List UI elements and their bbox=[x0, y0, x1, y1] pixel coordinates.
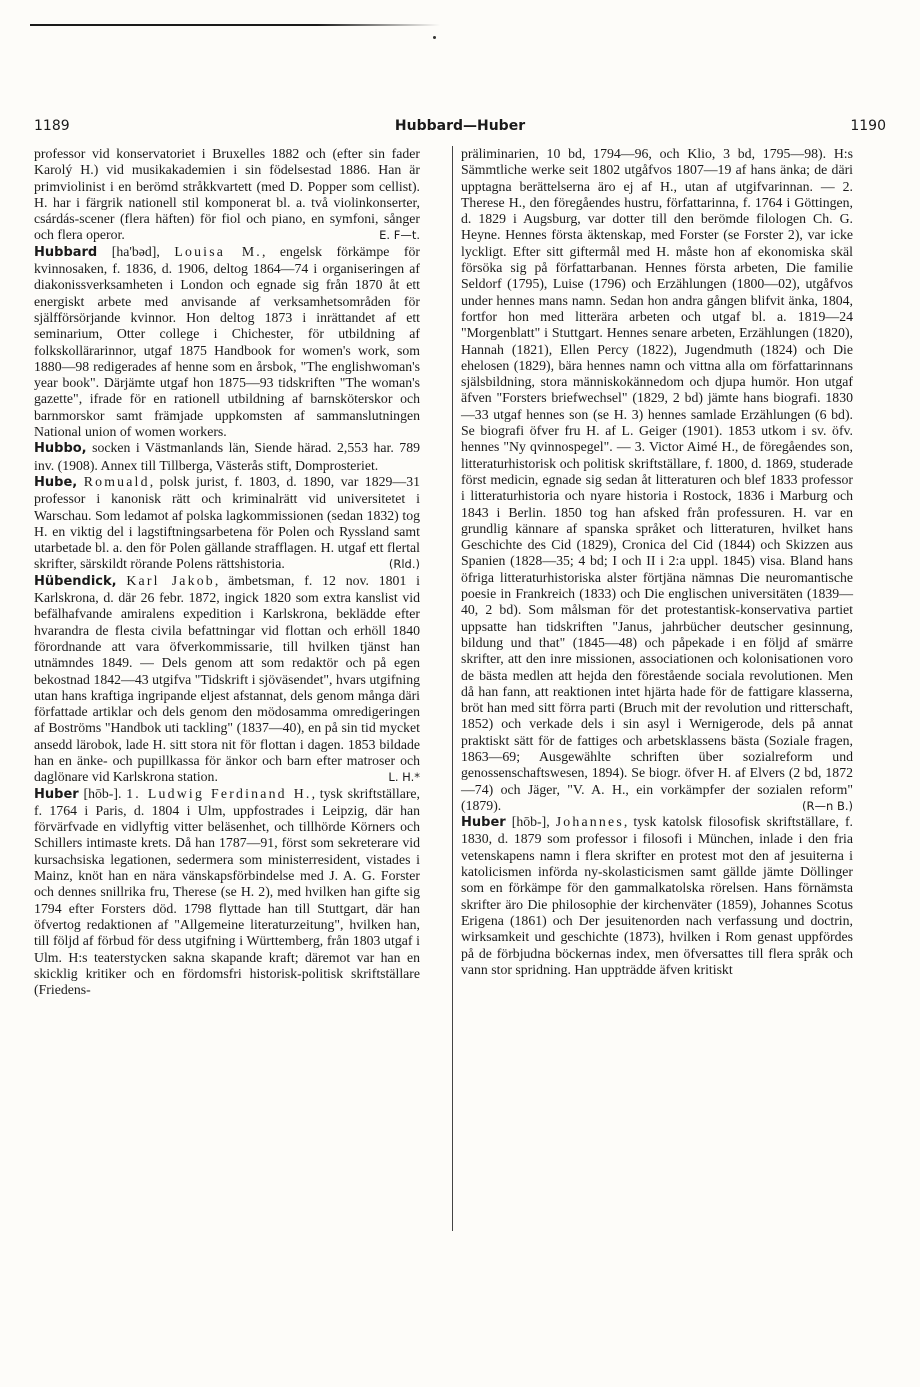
running-title: Hubbard—Huber bbox=[394, 118, 526, 134]
entry-hubendick: Hübendick, Karl Jakob, ämbetsman, f. 12 nov. 1801 i Karlskrona, d. där 26 febr. 1872, ingick 1820 som extra kanslist vid befälhafvande amiralens expedition i Karlskrona, beklädde efter hvarandra de flesta civila befattningar vid flottan och erhöll 1840 förordnande att vara öfverkommissarie, till hvilken tjänst han utnämndes 1849. — Dels genom att som redaktör och på egen bekostnad 1842—43 utgifva "Tidskrift i sjöväsendet", hvars utgifning utan hans kraftiga ingripande eljest afstannat, dels genom många däri författade artiklar och dels genom den mödosamma omredigeringen af Boströms "Handbok uti tackling" (1837—40), en på sin tid mycket ansedd lärobok, lade H. sitt stora nit för flottan i dagen. 1853 bildade han en änke- och pupillkassa för änkor och barn efter matroser och daglönare vid Karlskrona station. L. H.* bbox=[34, 572, 420, 785]
person-name: 1. Ludwig Ferdinand H. bbox=[126, 785, 312, 801]
page-header bbox=[34, 118, 886, 140]
entry-hube: Hube, Romuald, polsk jurist, f. 1803, d. 1890, var 1829—31 professor i kanonisk rätt och kriminalrätt vid universitetet i Warschau. Som ledamot af polska lagkommissionen (sedan 1832) tog H. en viktig del i lagstiftningsarbetena för Polen och Ryssland samt utarbetade bl. a. den för Polen gällande strafflagen. H. utgaf ett flertal skrifter, särskildt rörande Polens rättshistoria. (Rld.) bbox=[34, 473, 420, 572]
person-name: Louisa M. bbox=[174, 243, 262, 259]
ink-speck bbox=[433, 36, 436, 39]
entry-hubbard: Hubbard [ha'bəd], Louisa M., engelsk förkämpe för kvinnosaken, f. 1836, d. 1906, deltog 1864—74 i organiseringen af diakonissverksamheten i London och egnade sig från 1870 åt ett energiskt arbete med anvisande af verksamhetsområden för själfförsörjande kvinnor. Hon deltog 1873 i inrättandet af ett seminarium, Otter college i Chichester, för utbildning af folkskollärarinnor, utgaf 1875 Handbook for women's work, som 1880—98 redigerades af henne som en årsbok, "The englishwoman's year book". Därjämte utgaf hon 1875—93 tidskriften "The woman's gazette", ifrade för en rationell utbildning af barnsköterskor och barnmorskor samt främjade uppkomsten af sammanslutningen National union of women workers. bbox=[34, 243, 420, 440]
pronunciation: [hōb-], bbox=[511, 814, 550, 830]
person-name: Johannes bbox=[555, 814, 624, 830]
page-number-right: 1190 bbox=[850, 118, 886, 134]
author-signature: (R—n B.) bbox=[802, 798, 853, 813]
right-column bbox=[452, 146, 853, 1231]
author-signature: E. F—t. bbox=[379, 228, 420, 243]
author-signature: L. H.* bbox=[388, 770, 420, 785]
headword: Hubbo, bbox=[34, 441, 87, 457]
entry-huber-continued: professor vid konservatoriet i Bruxelles 1882 och (efter sin fader Karolý H.) vid musikakademien i sin födelsestad 1886. Han är primviolinist i en berömd stråkkvartett (med D. Popper som cellist). H. har i färgrik nationell stil komponerat bl. a. två violinkonserter, csárdás-scener (flera häften) för fiol och piano, en symfoni, sånger och flera operor. E. F—t. bbox=[34, 146, 420, 243]
headword: Huber bbox=[461, 815, 506, 831]
person-name: Romuald bbox=[83, 473, 150, 489]
headword: Hübendick, bbox=[34, 573, 117, 589]
entry-hubbo: Hubbo, socken i Västmanlands län, Siende härad. 2,553 har. 789 inv. (1908). Annex till Tillberga, Västerås stift, Domprosteriet. bbox=[34, 440, 420, 473]
page-number-left: 1189 bbox=[34, 118, 70, 134]
headword: Hubbard bbox=[34, 244, 98, 260]
top-border-rule bbox=[30, 24, 440, 26]
headword: Hube, bbox=[34, 474, 78, 490]
pronunciation: [ha'bəd], bbox=[111, 243, 160, 259]
person-name: Karl Jakob bbox=[126, 572, 215, 588]
headword: Huber bbox=[34, 786, 79, 802]
entry-huber-ludwig: Huber [hōb-]. 1. Ludwig Ferdinand H., tysk skriftställare, f. 1764 i Paris, d. 1804 i Ulm, uppfostrades i Leipzig, där han förvärfvade en vidlyftig vitter beläsenhet, och tillhörde Körners och Schillers intimaste krets. Då han 1787—91, först som sekreterare vid kursachsiska legationen, sedermera som ministerresident, vistades i Mainz, knöt han en nära vänskapsförbindelse med J. A. G. Forster och dennes snillrika fru, Therese (se H. 2), med hvilken han gifte sig 1794 efter Forsters död. 1798 flyttade han till Stuttgart, där han öfvertog redaktionen af "Allgemeine literaturzeitung", hvilken han, till följd af förbud för dess utgifning i Württemberg, från 1803 utgaf i Ulm. H:s teaterstycken sakna skapande kraft; däremot var han en skicklig kritiker och en fördomsfri historisk-politisk skriftställare (Friedens- bbox=[34, 785, 421, 998]
pronunciation: [hōb-]. bbox=[83, 785, 122, 801]
entry-huber-ludwig-continued: präliminarien, 10 bd, 1794—96, och Klio, 3 bd, 1795—98). H:s Sämmtliche werke seit 1802 utgåfvos 1807—19 af hans änka; de däri upptagna berättelserna äro ej af H., utan af utgifvarinnan. — 2. Therese H., den föregåendes hustru, författarinna, f. 1764 i Göttingen, d. 1829 i Augsburg, var dotter till den berömde filologen Ch. G. Heyne. Hennes första äktenskap, med Forster (se Forster 2), var icke lyckligt. Efter sitt giftermål med H. måste hon af ekonomiska skäl försöka sig på författarbanan. Hennes första arbeten, Die familie Seldorf (1795), Luise (1796) och Erzählungen (1800—02), utgåfvos under hennes mans namn. Sedan hon andra gången blifvit änka, 1804, fortfor hon med litterära arbeten och utgaf bl. a. 1819—24 "Morgenblatt" i Stuttgart. Hennes senare arbeten, Erzählungen (1820), Hannah (1821), Ellen Percy (1822), Jugendmuth (1824) och Die ehelosen (1829), bära hennes namn och vittna alla om författarinnans själsbildning, stora människokännedom och djupa humör. Hon utgaf äfven "Forsters briefwechsel" (1829, 2 bd) jämte hans biografi. 1830—33 utgaf hennes son (se H. 3) hennes samlade Erzählungen (6 bd). Se biografi öfver fru H. af L. Geiger (1901). 1853 utkom i sv. öfv. hennes "Ny qvinnospegel". — 3. Victor Aimé H., de föregåendes son, litteraturhistorisk och politisk skriftställare, f. 1800, d. 1869, studerade först medicin, egnade sig sedan åt litteraturen och blef 1833 professor i litteraturhistoria och nyare historia i Rostock, 1836 i Marburg och 1843 i Berlin. 1850 tog han afsked från professuren. H. var en grundlig kännare af spanska språket och litteraturen, hvilket hans Geschichte des Cid (1829), Cronica del Cid (1844) och Skizzen aus Spanien (1828—35; 4 bd; I och II i 2:a uppl. 1845) visa. Bland hans öfriga litteraturhistoriska alster förtjäna nämnas Die neuromantische poesie in Frankreich (1833) och Die englischen universitäten (1839—40, 2 bd). Som målsman för det protestantisk-konservativa partiet uppsatte han tidskriften "Janus, jahrbücher deutscher gesinnung, bildung und that" (1845—48) och påpekade i en följd af smärre skrifter, att den inre missionen, associationen och kolonisationen voro de bästa medlen att hejda den förestående sociala revolutionen. Men då han fann, att reaktionen intet hjärta hade för de fattigare klasserna, bröt han med sitt förra parti (Bruch mit der revolution und ritterschaft, 1852) och verkade dels i sin asyl i Wernigerode, dels på annat praktiskt sätt för de fattiges och arbetsklassens bästa (Soziale fragen, 1863—69; Ausgewählte schriften über sozialreform und genossenschaftswesen, 1894). Se biogr. öfver H. af Elvers (2 bd, 1872—74) och Jäger, "V. A. H., ein vorkämpfer der sozialen reform" (1879). (R—n B.) bbox=[461, 146, 853, 813]
left-column bbox=[34, 146, 420, 998]
author-signature: (Rld.) bbox=[388, 557, 420, 572]
entry-huber-johannes: Huber [hōb-], Johannes, tysk katolsk filosofisk skriftställare, f. 1830, d. 1879 som professor i filosofi i München, inlade i den fria vetenskapens namn i flera skrifter en protest mot den af jesuiterna i katolicismen införda ny-skolasticismen samt gällde jämte Döllinger som en förkämpe för den gammalkatolska rörelsen. Hans förnämsta skrifter äro Die philosophie der kirchenväter (1859), Johannes Scotus Erigena (1861) och Der jesuitenorden nach verfassung und doctrin, wirksamkeit und geschichte (1873), hvilken i Rom genast uppfördes på de förbjudna böckernas index, men öfversattes till flera språk och vann stor spridning. Han uppträdde äfven kritiskt bbox=[461, 814, 853, 977]
